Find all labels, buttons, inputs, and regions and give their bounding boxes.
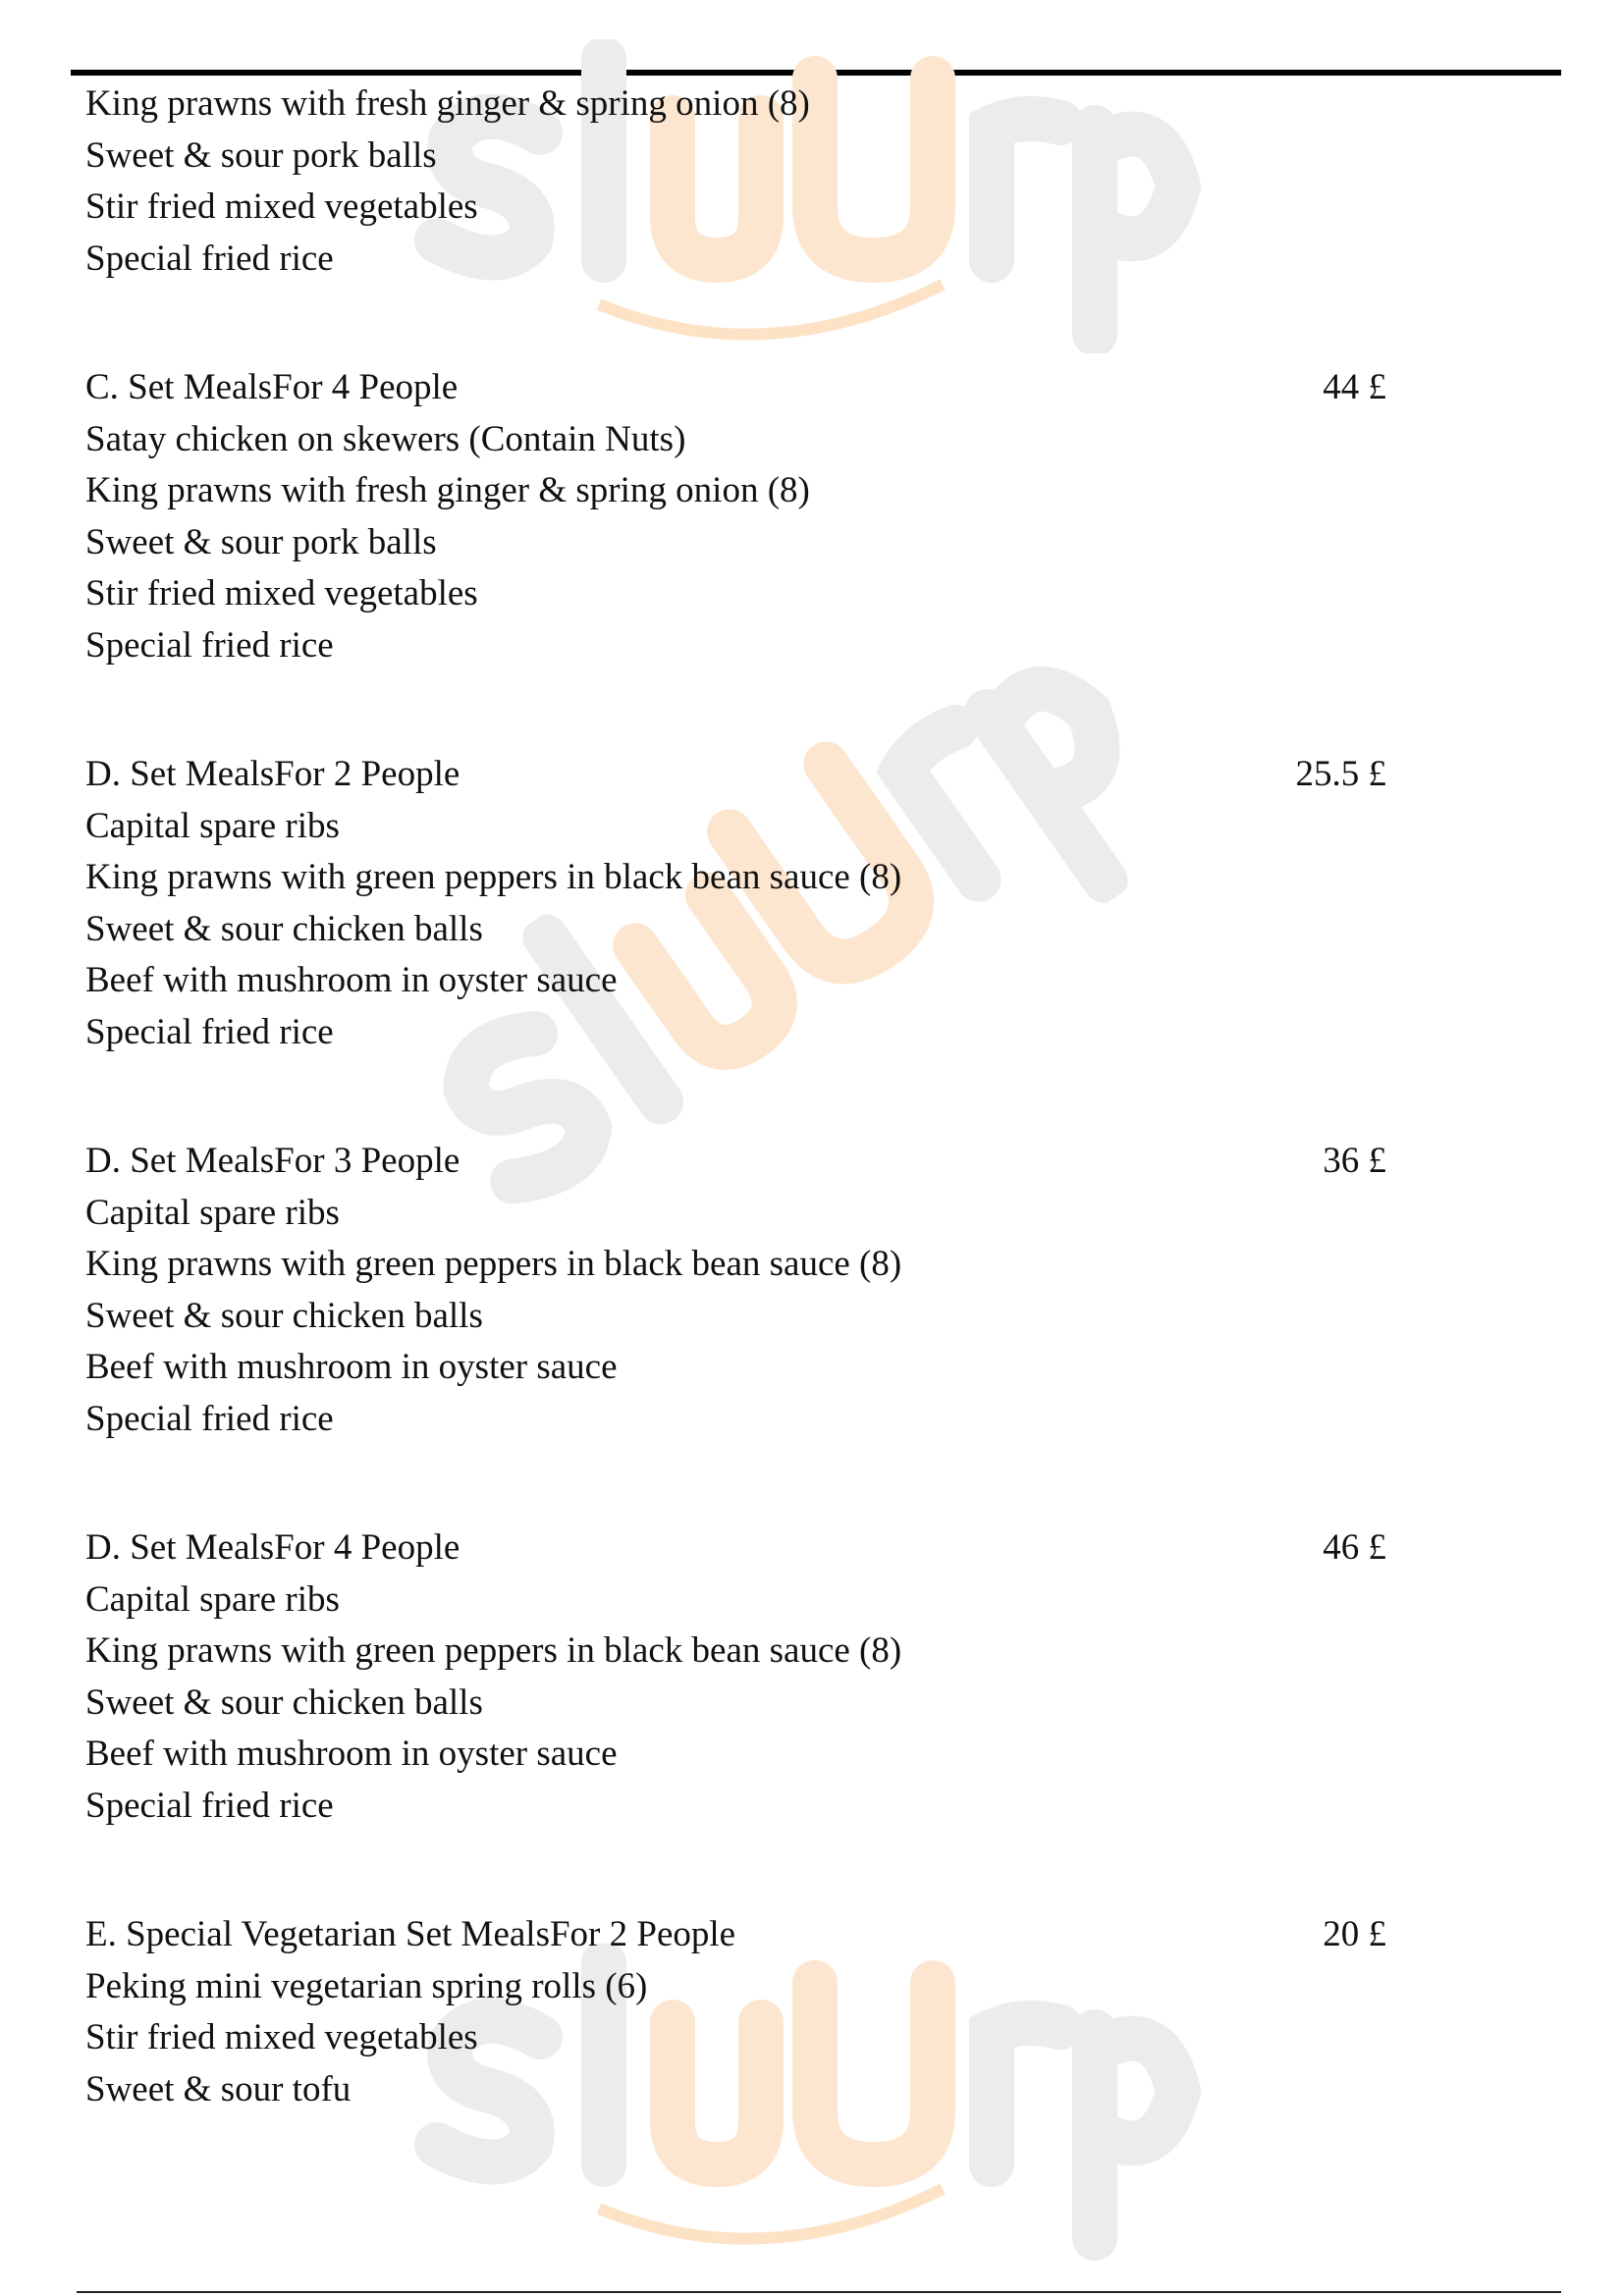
set-meal-block	[85, 749, 1386, 1058]
item-text: Sweet & sour pork balls	[85, 134, 437, 176]
menu-item	[85, 182, 1386, 234]
menu-item	[85, 79, 1386, 131]
item-text: Peking mini vegetarian spring rolls (6)	[85, 1965, 648, 2006]
item-text: Special fried rice	[85, 238, 334, 279]
set-meal-title: D. Set MealsFor 4 People	[85, 1527, 460, 1568]
set-meal-title: D. Set MealsFor 2 People	[85, 754, 460, 794]
set-meal-price: 44 £	[1323, 367, 1386, 407]
set-meal-header	[85, 1522, 1386, 1575]
menu-item	[85, 1188, 1386, 1240]
menu-item	[85, 1729, 1386, 1781]
item-text: Stir fried mixed vegetables	[85, 2017, 478, 2057]
item-text: Beef with mushroom in oyster sauce	[85, 1734, 618, 1774]
set-meal-header	[85, 1136, 1386, 1188]
menu-item	[85, 1291, 1386, 1343]
menu-item	[85, 1678, 1386, 1730]
menu-item	[85, 465, 1386, 517]
set-meal-title: D. Set MealsFor 3 People	[85, 1141, 460, 1181]
item-text: Sweet & sour pork balls	[85, 521, 437, 562]
menu-item	[85, 1342, 1386, 1394]
menu-item	[85, 904, 1386, 956]
set-meal-block	[85, 1522, 1386, 1832]
menu-item	[85, 2064, 1386, 2116]
menu-item	[85, 1394, 1386, 1446]
item-text: Sweet & sour chicken balls	[85, 908, 483, 949]
menu-content	[85, 79, 1386, 2193]
menu-item	[85, 801, 1386, 853]
menu-item	[85, 414, 1386, 466]
set-meal-block	[85, 1909, 1386, 2115]
menu-item	[85, 2012, 1386, 2064]
menu-item	[85, 1781, 1386, 1833]
item-text: Satay chicken on skewers (Contain Nuts)	[85, 418, 686, 459]
menu-item	[85, 955, 1386, 1007]
menu-item	[85, 234, 1386, 286]
set-meal-block	[85, 362, 1386, 671]
set-meals-list	[85, 362, 1386, 2115]
item-text: Special fried rice	[85, 1785, 334, 1826]
item-text: Capital spare ribs	[85, 1192, 340, 1233]
item-text: Beef with mushroom in oyster sauce	[85, 960, 618, 1000]
set-meal-header	[85, 749, 1386, 801]
menu-item	[85, 1575, 1386, 1627]
item-text: King prawns with green peppers in black bean sauce (8)	[85, 1244, 902, 1284]
top-divider	[71, 70, 1561, 76]
item-text: King prawns with fresh ginger & spring onion (8)	[85, 470, 810, 510]
item-text: King prawns with fresh ginger & spring onion (8)	[85, 83, 810, 124]
set-meal-price: 46 £	[1323, 1527, 1386, 1568]
item-text: Capital spare ribs	[85, 1578, 340, 1620]
item-text: Special fried rice	[85, 624, 334, 666]
item-text: Sweet & sour chicken balls	[85, 1682, 483, 1723]
item-text: Special fried rice	[85, 1398, 334, 1439]
set-meal-block	[85, 1136, 1386, 1445]
menu-block-continued	[85, 79, 1386, 285]
menu-item	[85, 620, 1386, 672]
item-text: Stir fried mixed vegetables	[85, 573, 478, 614]
item-text: King prawns with green peppers in black bean sauce (8)	[85, 857, 902, 897]
menu-item	[85, 1626, 1386, 1678]
item-text: Stir fried mixed vegetables	[85, 187, 478, 227]
set-meal-price: 20 £	[1323, 1914, 1386, 1954]
item-text: King prawns with green peppers in black bean sauce (8)	[85, 1630, 902, 1671]
item-text: Sweet & sour chicken balls	[85, 1295, 483, 1336]
set-meal-title: C. Set MealsFor 4 People	[85, 367, 459, 407]
set-meal-header	[85, 1909, 1386, 1961]
menu-item	[85, 1007, 1386, 1059]
menu-item	[85, 1961, 1386, 2013]
menu-item	[85, 852, 1386, 904]
bottom-divider	[77, 2291, 1561, 2293]
item-text: Special fried rice	[85, 1011, 334, 1052]
menu-item	[85, 517, 1386, 569]
set-meal-header	[85, 362, 1386, 414]
set-meal-title: E. Special Vegetarian Set MealsFor 2 People	[85, 1914, 736, 1954]
menu-item	[85, 1239, 1386, 1291]
menu-item	[85, 131, 1386, 183]
item-text: Capital spare ribs	[85, 805, 340, 846]
menu-item	[85, 568, 1386, 620]
item-text: Beef with mushroom in oyster sauce	[85, 1347, 618, 1387]
set-meal-price: 36 £	[1323, 1141, 1386, 1181]
item-text: Sweet & sour tofu	[85, 2068, 352, 2109]
set-meal-price: 25.5 £	[1295, 754, 1386, 794]
